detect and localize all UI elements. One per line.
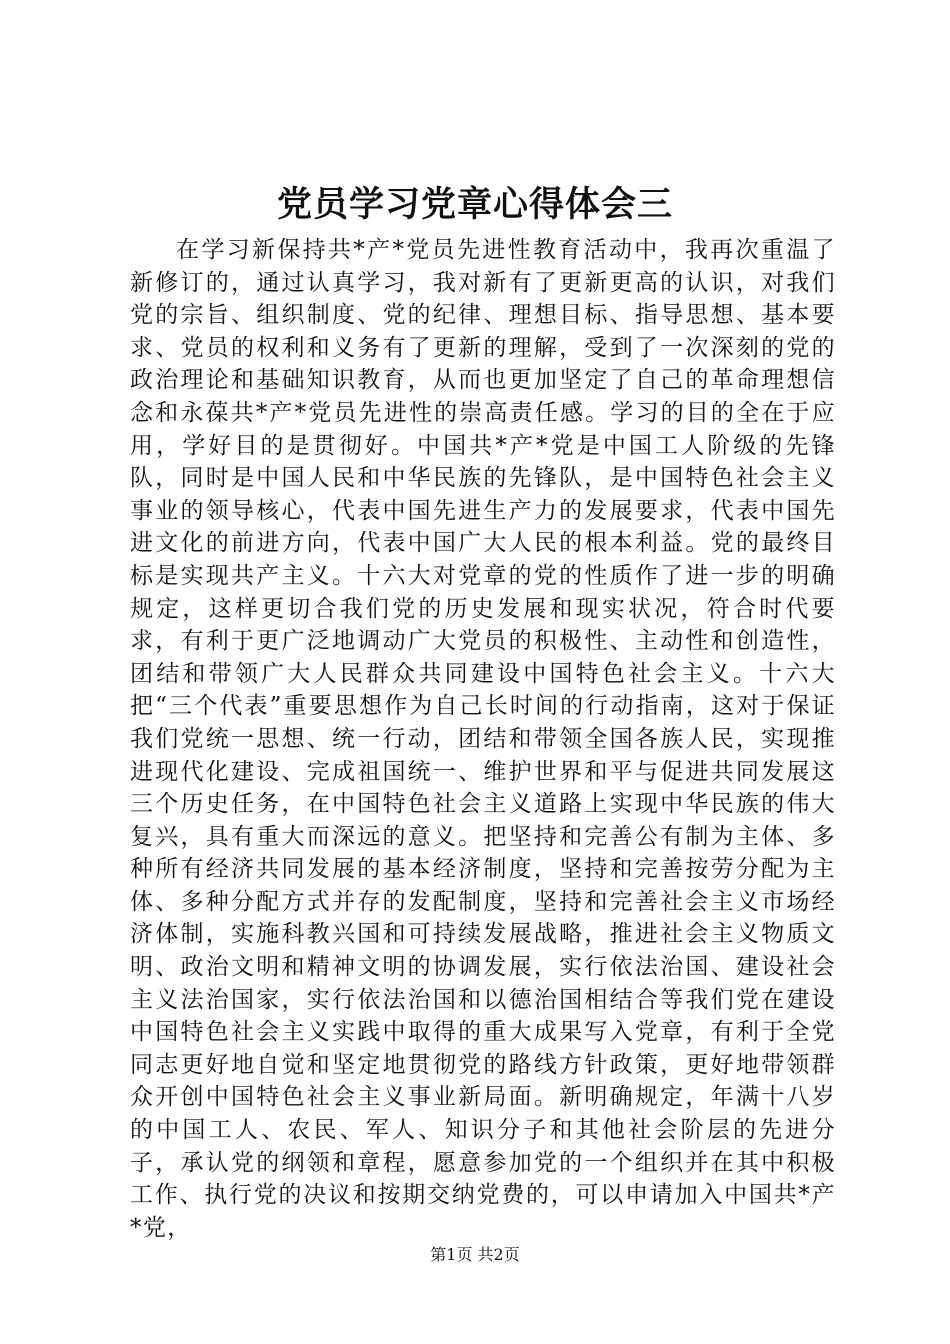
- document-body-paragraph: 在学习新保持共*产*党员先进性教育活动中，我再次重温了新修订的，通过认真学习，我对新有了更新更高的认识，对我们党的宗旨、组织制度、党的纪律、理想目标、指导思想、基本要求、党员的权利和义务有了更新的理解，受到了一次深刻的党的政治理论和基础知识教育，从而也更加坚定了自己的革命理想信念和永葆共*产*党员先进性的崇高责任感。学习的目的全在于应用，学好目的是贯彻好。中国共*产*党是中国工人阶级的先锋队，同时是中国人民和中华民族的先锋队，是中国特色社会主义事业的领导核心，代表中国先进生产力的发展要求，代表中国先进文化的前进方向，代表中国广大人民的根本利益。党的最终目标是实现共产主义。十六大对党章的党的性质作了进一步的明确规定，这样更切合我们党的历史发展和现实状况，符合时代要求，有利于更广泛地调动广大党员的积极性、主动性和创造性，团结和带领广大人民群众共同建设中国特色社会主义。十六大把“三个代表”重要思想作为自己长时间的行动指南，这对于保证我们党统一思想、统一行动，团结和带领全国各族人民，实现推进现代化建设、完成祖国统一、维护世界和平与促进共同发展这三个历史任务，在中国特色社会主义道路上实现中华民族的伟大复兴，具有重大而深远的意义。把坚持和完善公有制为主体、多种所有经济共同发展的基本经济制度，坚持和完善按劳分配为主体、多种分配方式并存的发配制度，坚持和完善社会主义市场经济体制，实施科教兴国和可持续发展战略，推进社会主义物质文明、政治文明和精神文明的协调发展，实行依法治国、建设社会主义法治国家，实行依法治国和以德治国相结合等我们党在建设中国特色社会主义实践中取得的重大成果写入党章，有利于全党同志更好地自觉和坚定地贯彻党的路线方针政策，更好地带领群众开创中国特色社会主义事业新局面。新明确规定，年满十八岁的中国工人、农民、军人、知识分子和其他社会阶层的先进分子，承认党的纲领和章程，愿意参加党的一个组织并在其中积极工作、执行党的决议和按期交纳党费的，可以申请加入中国共*产*党，: [130, 237, 836, 1241]
- page-footer: 第1页 共2页: [430, 1245, 520, 1264]
- document-title: 党员学习党章心得体会三: [276, 184, 673, 225]
